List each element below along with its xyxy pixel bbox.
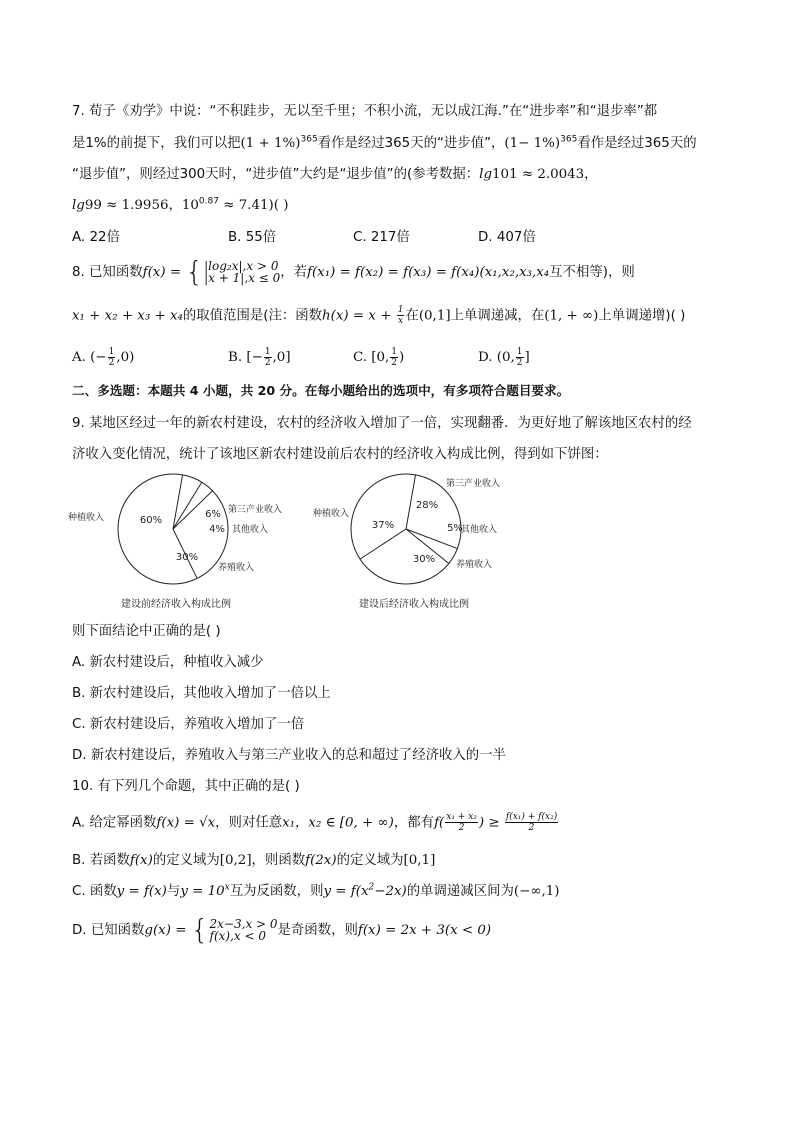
q10-f: f(2x) <box>305 853 337 868</box>
q10-expr: −2x) <box>374 884 407 899</box>
q10-exponent: x <box>224 882 230 893</box>
fraction-numerator: 1 <box>264 347 271 357</box>
q7-text: 看作是经过365天的 <box>577 136 697 151</box>
fraction-denominator: 2 <box>528 823 535 833</box>
option-text: B. 若函数 <box>72 853 130 868</box>
q8-line-1 <box>72 255 635 288</box>
option-text: 的定义域为 <box>152 853 220 868</box>
q8-case-1: |log₂x|,x > 0 <box>204 259 279 273</box>
pie-category-label: 其他收入 <box>461 525 498 535</box>
option-text: C. 函数 <box>72 884 117 899</box>
q7-lg-value: 101 ≈ 2.0043， <box>492 167 598 182</box>
pie-category-label: 种植收入 <box>313 509 350 519</box>
q10-domain: [0,1] <box>403 853 436 868</box>
fraction-numerator: 1 <box>391 347 398 357</box>
fraction-denominator: 2 <box>264 358 271 368</box>
pie-value-label: 37% <box>371 520 395 531</box>
pie-title: 建设前经济收入构成比例 <box>121 599 231 610</box>
q8-option-b[interactable] <box>228 347 291 368</box>
fraction-numerator: 1 <box>108 347 115 357</box>
q10-f: f( <box>434 815 445 831</box>
section-2-heading: 二、多选题：本题共 4 小题，共 20 分。在每小题给出的选项中，有多项符合题目要求。 <box>72 383 570 398</box>
q9-line-1: 9. 某地区经过一年的新农村建设，农村的经济收入增加了一倍，实现翻番．为更好地了解该地区农村的经 <box>72 416 692 431</box>
option-tail: ,0) <box>116 350 135 365</box>
fraction-denominator: 2 <box>516 358 523 368</box>
q7-line-4 <box>72 196 288 216</box>
q8-text: 8. 已知函数 <box>72 265 143 280</box>
q7-line-2 <box>72 134 697 154</box>
option-label: C. [0, <box>353 350 390 365</box>
q9-option-d[interactable]: D. 新农村建设后，养殖收入与第三产业收入的总和超过了经济收入的一半 <box>72 748 506 763</box>
option-text: 是奇函数，则 <box>277 923 358 938</box>
pie-category-label: 种植收入 <box>68 513 105 523</box>
option-text: ，则函数 <box>251 853 306 868</box>
q7-exponent: 365 <box>300 134 318 145</box>
fraction-denominator: 2 <box>458 823 465 833</box>
q8-option-a[interactable] <box>72 347 134 368</box>
q10-case-1: 2x−3,x > 0 <box>209 917 278 931</box>
pie-category-label: 第三产业收入 <box>446 479 501 489</box>
q7-exponent: 0.87 <box>198 196 219 207</box>
q10-piecewise: { 2x−3,x > 0 f(x),x < 0 <box>190 913 278 946</box>
option-text: D. 已知函数 <box>72 923 145 938</box>
q7-lg-value: ≈ 7.41)( ) <box>218 198 289 213</box>
option-text: 的定义域为 <box>336 853 404 868</box>
pie-value-label: 4% <box>209 524 225 535</box>
pie-value-label: 6% <box>205 509 221 520</box>
pie-title: 建设后经济收入构成比例 <box>359 599 469 610</box>
q8-text: 互不相等)，则 <box>549 265 635 280</box>
fraction-numerator: 1 <box>516 347 523 357</box>
q9-line-2: 济收入变化情况，统计了该地区新农村建设前后农村的经济收入构成比例，得到如下饼图： <box>72 447 608 462</box>
q10-expr: g(x) = <box>144 923 191 938</box>
q10-f: f(x) <box>129 853 153 868</box>
q8-text: 上单调递减，在 <box>450 308 545 324</box>
q8-case-2: |x + 1|,x ≤ 0 <box>204 271 281 285</box>
pie-charts <box>0 468 794 618</box>
q10-option-c[interactable] <box>72 882 559 902</box>
pie-category-label: 养殖收入 <box>218 563 255 573</box>
option-text: 互为反函数，则 <box>229 884 324 899</box>
q9-question: 则下面结论中正确的是( ) <box>72 624 221 639</box>
pie-category-label: 其他收入 <box>232 525 269 535</box>
pie-value-label: 28% <box>415 500 439 511</box>
q7-text: “退步值”，则经过300天时，“进步值”大约是“退步值”的(参考数据： <box>72 167 480 182</box>
q8-interval: (1, + ∞) <box>544 308 599 324</box>
option-tail: ] <box>524 350 530 365</box>
fraction-denominator: 2 <box>108 358 115 368</box>
q8-sum: x₁ + x₂ + x₃ + x₄ <box>72 308 183 324</box>
q10-expr: f(x) = 2x + 3(x < 0) <box>357 923 492 938</box>
q10-expr: y = f(x) <box>116 884 167 899</box>
q10-case-2: f(x),x < 0 <box>209 929 267 943</box>
q8-text: ，若 <box>280 265 307 280</box>
option-text: ，都有 <box>393 815 435 831</box>
option-text: 与 <box>166 884 181 899</box>
q7-option-a[interactable]: A. 22倍 <box>72 230 120 245</box>
option-label: D. (0, <box>478 350 515 365</box>
q8-fraction <box>397 305 405 326</box>
q7-expr-regress: (1− 1%) <box>504 136 561 151</box>
q10-exponent: 2 <box>368 882 375 893</box>
q7-option-b[interactable]: B. 55倍 <box>228 230 277 245</box>
q8-line-2 <box>72 305 685 327</box>
q9-option-c[interactable]: C. 新农村建设后，养殖收入增加了一倍 <box>72 717 305 732</box>
q7-option-d[interactable]: D. 407倍 <box>478 230 536 245</box>
q7-text: 看作是经过365天的“进步值”， <box>317 136 505 151</box>
pie-value-label: 60% <box>139 515 163 526</box>
fraction-numerator: x₁ + x₂ <box>446 812 477 822</box>
q7-line-1: 7. 荀子《劝学》中说：“不积跬步，无以至千里；不积小流，无以成江海.”在“进步率”和“退步率”都 <box>72 104 658 119</box>
q8-text: 上单调递增)( ) <box>598 308 686 324</box>
option-tail: ,0] <box>272 350 291 365</box>
q8-text: 的取值范围是(注：函数 <box>182 308 323 324</box>
fraction-denominator: x <box>398 316 404 326</box>
option-text: A. 给定幂函数 <box>72 815 157 831</box>
q8-condition: f(x₁) = f(x₂) = f(x₃) = f(x₄)(x₁,x₂,x₃,x₄ <box>307 265 550 280</box>
q10-domain: [0,2] <box>219 853 252 868</box>
q10-option-d[interactable] <box>72 913 492 946</box>
fraction-denominator: 2 <box>391 358 398 368</box>
q10-geq: ) ≥ <box>478 815 504 831</box>
pie-value-label: 30% <box>175 552 199 563</box>
q8-h: h(x) = x + <box>322 308 396 324</box>
pie-category-label: 养殖收入 <box>456 560 493 570</box>
pie-category-label: 第三产业收入 <box>228 505 283 515</box>
fraction-numerator: 1 <box>397 305 404 315</box>
q9-option-b[interactable]: B. 新农村建设后，其他收入增加了一倍以上 <box>72 686 331 701</box>
q10-expr: y = 10 <box>180 884 225 899</box>
pie-value-label: 5% <box>447 523 463 534</box>
pie-value-label: 30% <box>412 554 436 565</box>
q10-fx: f(x) = √x <box>156 815 216 831</box>
q8-fx: f(x) = <box>142 265 186 280</box>
q8-interval: (0,1] <box>418 308 451 324</box>
q8-piecewise: { |log₂x|,x > 0 |x + 1|,x ≤ 0 <box>185 255 281 288</box>
q7-lg: lg <box>479 167 493 182</box>
q10-option-b[interactable] <box>72 851 435 871</box>
q8-text: 在 <box>405 308 419 324</box>
fraction-numerator: f(x₁) + f(x₂) <box>505 812 558 822</box>
option-label: A. (− <box>72 350 107 365</box>
q7-lg-value: 99 ≈ 1.9956，10 <box>84 198 199 213</box>
q10-vars: x₁，x₂ ∈ [0, + ∞) <box>282 815 394 831</box>
option-tail: ) <box>399 350 405 365</box>
option-text: 的单调递减区间为 <box>406 884 514 899</box>
option-label: B. [− <box>228 350 263 365</box>
q7-exponent: 365 <box>560 134 578 145</box>
q7-text: 是1%的前提下，我们可以把 <box>72 136 241 151</box>
q10-option-a[interactable] <box>72 812 559 834</box>
option-text: ，则对任意 <box>215 815 283 831</box>
q7-lg: lg <box>72 198 85 213</box>
q10-expr: y = f(x <box>323 884 369 899</box>
q8-option-c[interactable] <box>353 347 404 368</box>
q9-option-a[interactable]: A. 新农村建设后，种植收入减少 <box>72 655 264 670</box>
q10-interval: (−∞,1) <box>513 884 560 899</box>
q7-expr-progress: (1 + 1%) <box>240 136 301 151</box>
q7-option-c[interactable]: C. 217倍 <box>353 230 410 245</box>
q8-option-d[interactable] <box>478 347 530 368</box>
q10-line: 10. 有下列几个命题，其中正确的是( ) <box>72 779 300 794</box>
q7-line-3 <box>72 165 598 185</box>
